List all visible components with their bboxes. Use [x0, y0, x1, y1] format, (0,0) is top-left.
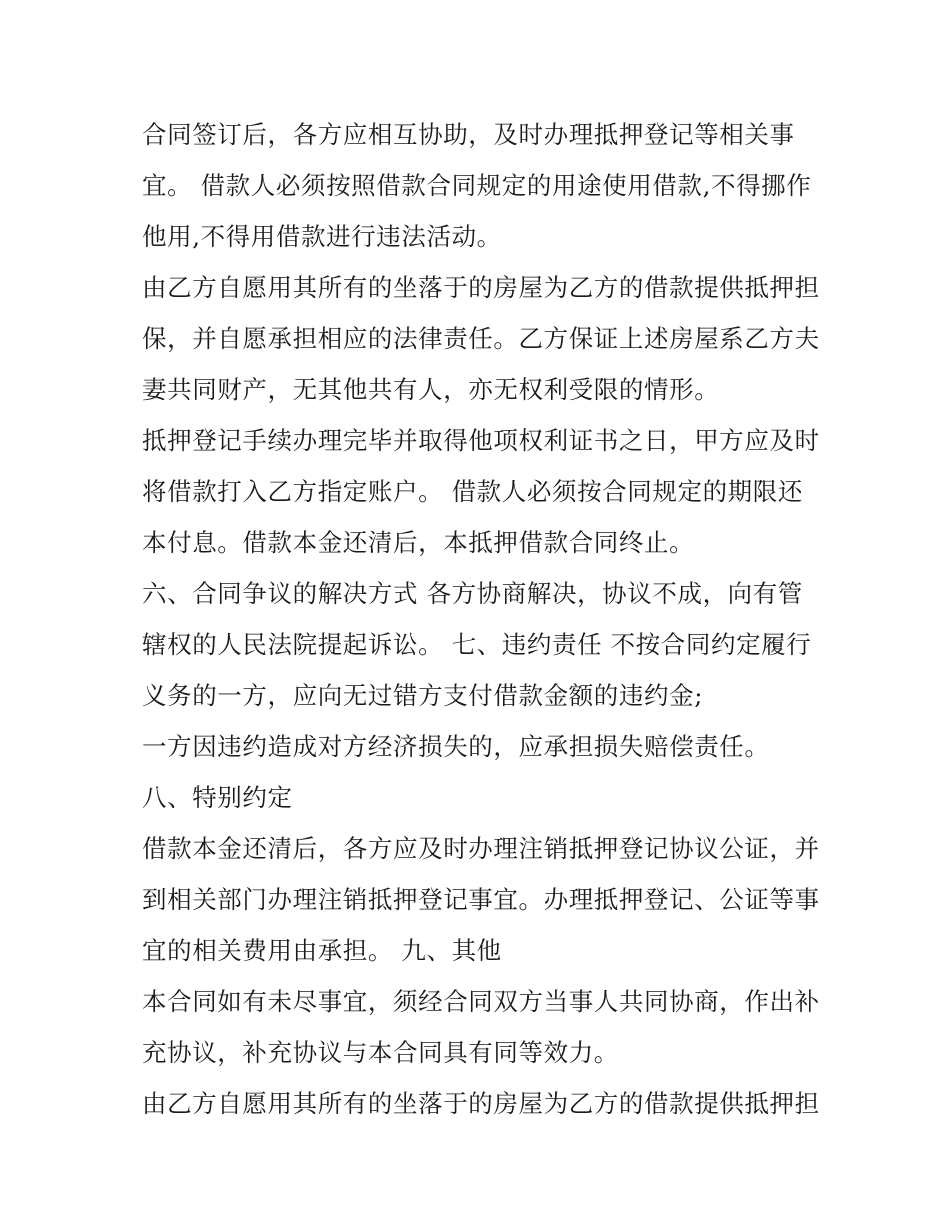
- text-line: 抵押登记手续办理完毕并取得他项权利证书之日，甲方应及时: [142, 426, 820, 455]
- text-line: 将借款打入乙方指定账户。 借款人必须按合同规定的期限还: [142, 477, 803, 506]
- text-line: 本付息。借款本金还清后，本抵押借款合同终止。: [142, 528, 695, 557]
- text-line: 到相关部门办理注销抵押登记事宜。办理抵押登记、公证等事: [142, 885, 820, 914]
- text-line: 宜。 借款人必须按照借款合同规定的用途使用借款,不得挪作: [142, 171, 812, 200]
- text-line: 充协议，补充协议与本合同具有同等效力。: [142, 1038, 619, 1067]
- text-line: 借款本金还清后，各方应及时办理注销抵押登记协议公证，并: [142, 834, 820, 863]
- text-line: 一方因违约造成对方经济损失的，应承担损失赔偿责任。: [142, 732, 770, 761]
- document-body: [142, 109, 822, 1129]
- text-line: 合同签订后，各方应相互协助，及时办理抵押登记等相关事: [142, 120, 795, 149]
- text-line: 宜的相关费用由承担。 九、其他: [142, 936, 502, 965]
- text-line: 辖权的人民法院提起诉讼。 七、违约责任 不按合同约定履行: [142, 630, 812, 659]
- text-line: 本合同如有未尽事宜，须经合同双方当事人共同协商，作出补: [142, 987, 820, 1016]
- text-line: 妻共同财产，无其他共有人，亦无权利受限的情形。: [142, 375, 720, 404]
- text-line: 他用,不得用借款进行违法活动。: [142, 222, 502, 251]
- text-line: 由乙方自愿用其所有的坐落于的房屋为乙方的借款提供抵押担: [142, 273, 820, 302]
- section-heading: 八、特别约定: [142, 783, 293, 812]
- text-line: 保，并自愿承担相应的法律责任。乙方保证上述房屋系乙方夫: [142, 324, 820, 353]
- text-line: 六、合同争议的解决方式 各方协商解决，协议不成，向有管: [142, 579, 803, 608]
- text-line: 义务的一方，应向无过错方支付借款金额的违约金;: [142, 681, 704, 710]
- text-line: 由乙方自愿用其所有的坐落于的房屋为乙方的借款提供抵押担: [142, 1089, 820, 1118]
